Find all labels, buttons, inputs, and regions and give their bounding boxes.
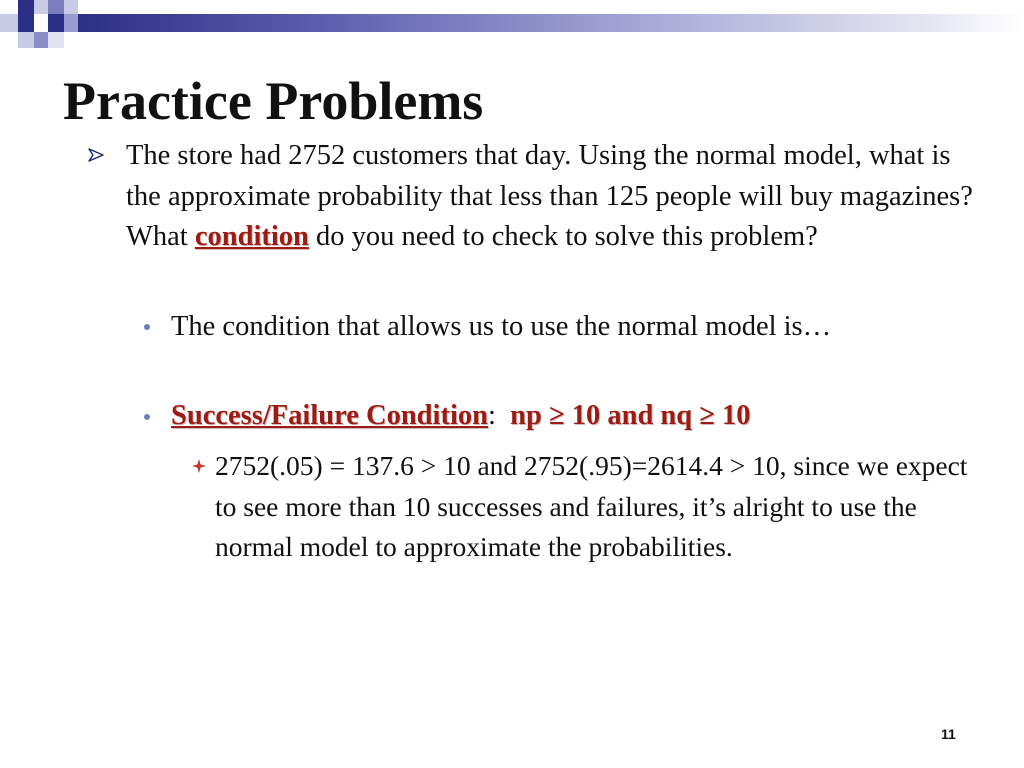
condition-formula: np ≥ 10 and nq ≥ 10 <box>510 400 751 431</box>
arrowhead-bullet-icon <box>88 147 104 163</box>
label-separator: : <box>487 400 496 431</box>
slide-title: Practice Problems <box>63 71 484 131</box>
highlight-condition: condition <box>194 221 309 252</box>
bullet-question <box>126 136 986 258</box>
page-number: 11 <box>941 726 956 742</box>
bullet-question-text-end: do you need to check to solve this problem? <box>308 221 818 252</box>
success-failure-label: Success/Failure Condition <box>171 400 488 431</box>
bullet-question-text-start: The store had 2752 customers that day. Using the normal model, what is the approximate probability that less than 125 people will buy magazines? What <box>126 140 973 252</box>
bullet-calculation: 2752(.05) = 137.6 > 10 and 2752(.95)=2614.4 > 10, since we expect to see more than 10 successes and failures, it’s alright to use the normal model to approximate the probabilities. <box>215 450 968 562</box>
four-point-star-bullet-icon <box>192 459 206 473</box>
bullet-success-failure <box>171 396 991 437</box>
dot-bullet-icon <box>144 414 150 420</box>
bullet-condition-intro: The condition that allows us to use the normal model is… <box>171 311 832 342</box>
dot-bullet-icon <box>144 324 150 330</box>
